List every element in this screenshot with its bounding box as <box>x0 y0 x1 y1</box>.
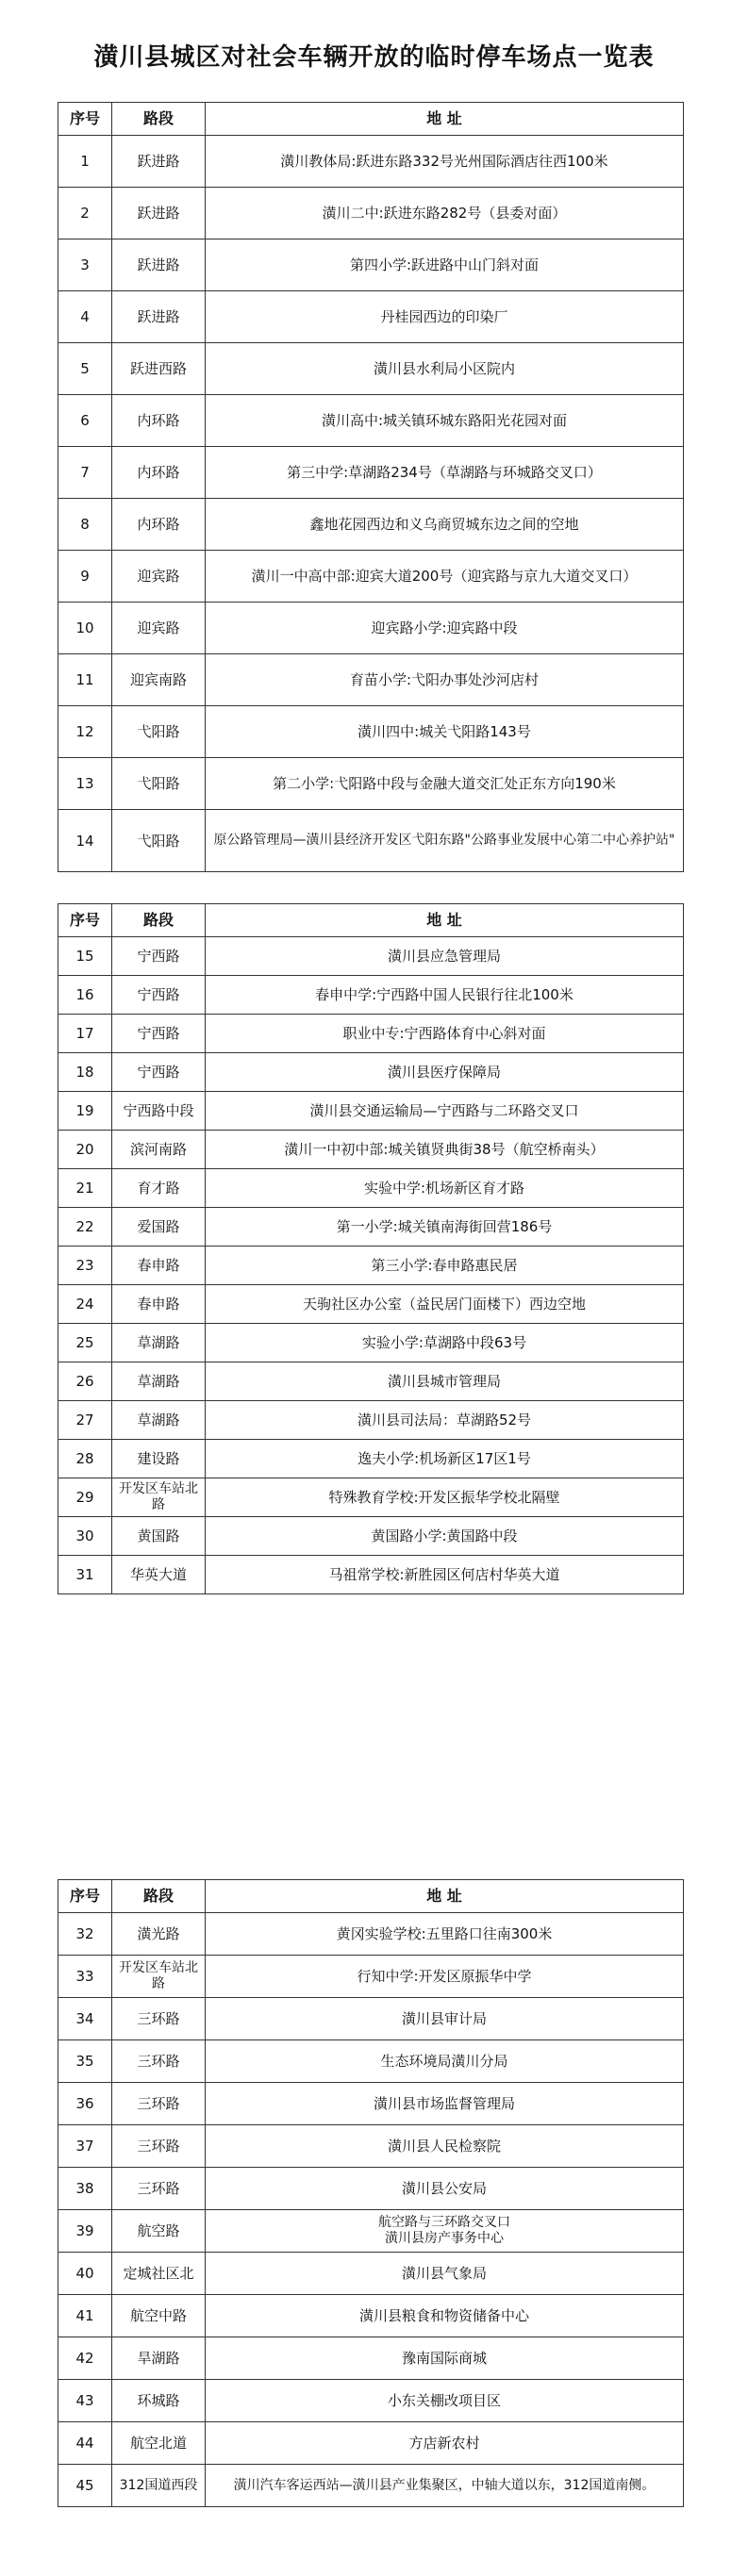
row-road: 建设路 <box>112 1440 206 1478</box>
row-addr: 潢川县粮食和物资储备中心 <box>206 2295 684 2337</box>
table-row <box>58 603 684 654</box>
table-row <box>58 1285 684 1324</box>
table-row <box>58 1998 684 2040</box>
row-num: 7 <box>58 447 112 499</box>
row-road: 三环路 <box>112 2168 206 2210</box>
row-addr: 潢川县市场监督管理局 <box>206 2083 684 2125</box>
row-num: 18 <box>58 1053 112 1092</box>
row-num: 19 <box>58 1092 112 1131</box>
row-road: 三环路 <box>112 2040 206 2083</box>
row-addr: 潢川县城市管理局 <box>206 1362 684 1401</box>
table-row <box>58 1913 684 1956</box>
row-num: 28 <box>58 1440 112 1478</box>
table-row <box>58 758 684 810</box>
table-row <box>58 1362 684 1401</box>
row-addr: 原公路管理局—潢川县经济开发区弋阳东路"公路事业发展中心第二中心养护站" <box>206 810 684 872</box>
row-num: 14 <box>58 810 112 872</box>
row-road: 华英大道 <box>112 1556 206 1594</box>
row-num: 36 <box>58 2083 112 2125</box>
row-road: 跃进西路 <box>112 343 206 395</box>
row-num: 29 <box>58 1478 112 1517</box>
row-addr: 潢川汽车客运西站—潢川县产业集聚区，中轴大道以东，312国道南侧。 <box>206 2465 684 2507</box>
table-row <box>58 499 684 551</box>
table-row <box>58 188 684 239</box>
row-num: 35 <box>58 2040 112 2083</box>
row-road: 弋阳路 <box>112 706 206 758</box>
table-row <box>58 239 684 291</box>
row-num: 34 <box>58 1998 112 2040</box>
table-row <box>58 1169 684 1208</box>
table-row <box>58 1401 684 1440</box>
row-road: 潢光路 <box>112 1913 206 1956</box>
table-row <box>58 2040 684 2083</box>
row-addr: 行知中学:开发区原振华中学 <box>206 1956 684 1998</box>
row-num: 11 <box>58 654 112 706</box>
row-addr: 丹桂园西边的印染厂 <box>206 291 684 343</box>
row-road: 跃进路 <box>112 239 206 291</box>
table-row <box>58 1478 684 1517</box>
row-road: 春申路 <box>112 1247 206 1285</box>
row-addr: 第二小学:弋阳路中段与金融大道交汇处正东方向190米 <box>206 758 684 810</box>
header-addr: 地 址 <box>206 1880 684 1913</box>
row-num: 44 <box>58 2422 112 2465</box>
row-road: 三环路 <box>112 2083 206 2125</box>
header-addr: 地 址 <box>206 904 684 937</box>
row-num: 39 <box>58 2210 112 2253</box>
row-num: 13 <box>58 758 112 810</box>
row-road: 爱国路 <box>112 1208 206 1247</box>
table-row <box>58 2168 684 2210</box>
row-num: 9 <box>58 551 112 603</box>
row-num: 42 <box>58 2337 112 2380</box>
row-addr: 生态环境局潢川分局 <box>206 2040 684 2083</box>
table-row <box>58 2337 684 2380</box>
row-addr: 潢川教体局:跃进东路332号光州国际酒店往西100米 <box>206 136 684 188</box>
row-road: 宁西路 <box>112 1053 206 1092</box>
row-addr: 潢川一中高中部:迎宾大道200号（迎宾路与京九大道交叉口） <box>206 551 684 603</box>
row-addr: 潢川四中:城关弋阳路143号 <box>206 706 684 758</box>
row-addr: 潢川二中:跃进东路282号（县委对面） <box>206 188 684 239</box>
row-num: 25 <box>58 1324 112 1362</box>
row-road: 草湖路 <box>112 1401 206 1440</box>
row-road: 航空北道 <box>112 2422 206 2465</box>
row-addr: 潢川县水利局小区院内 <box>206 343 684 395</box>
row-addr: 特殊教育学校:开发区振华学校北隔壁 <box>206 1478 684 1517</box>
table-header-row <box>58 904 684 937</box>
row-addr: 豫南国际商城 <box>206 2337 684 2380</box>
row-num: 22 <box>58 1208 112 1247</box>
table-row <box>58 1324 684 1362</box>
row-num: 1 <box>58 136 112 188</box>
table-row <box>58 395 684 447</box>
row-num: 37 <box>58 2125 112 2168</box>
row-road: 航空中路 <box>112 2295 206 2337</box>
header-num: 序号 <box>58 1880 112 1913</box>
row-num: 15 <box>58 937 112 976</box>
row-num: 3 <box>58 239 112 291</box>
row-num: 12 <box>58 706 112 758</box>
row-addr: 潢川县人民检察院 <box>206 2125 684 2168</box>
page-title: 潢川县城区对社会车辆开放的临时停车场点一览表 <box>93 43 655 72</box>
row-addr <box>206 2210 684 2253</box>
table-row <box>58 2295 684 2337</box>
row-addr: 马祖常学校:新胜园区何店村华英大道 <box>206 1556 684 1594</box>
row-addr: 第一小学:城关镇南海街回营186号 <box>206 1208 684 1247</box>
row-num: 17 <box>58 1015 112 1053</box>
row-addr: 潢川县气象局 <box>206 2253 684 2295</box>
table-row <box>58 1015 684 1053</box>
row-addr: 实验小学:草湖路中段63号 <box>206 1324 684 1362</box>
row-road: 三环路 <box>112 2125 206 2168</box>
table-row <box>58 1053 684 1092</box>
table-row <box>58 447 684 499</box>
row-road: 定城社区北 <box>112 2253 206 2295</box>
row-road: 草湖路 <box>112 1324 206 1362</box>
row-num: 20 <box>58 1131 112 1169</box>
row-num: 4 <box>58 291 112 343</box>
row-addr: 天驹社区办公室（益民居门面楼下）西边空地 <box>206 1285 684 1324</box>
row-num: 6 <box>58 395 112 447</box>
row-road: 宁西路 <box>112 1015 206 1053</box>
row-addr: 潢川高中:城关镇环城东路阳光花园对面 <box>206 395 684 447</box>
row-road: 宁西路 <box>112 976 206 1015</box>
row-addr: 潢川县审计局 <box>206 1998 684 2040</box>
table-row <box>58 2125 684 2168</box>
header-num: 序号 <box>58 103 112 136</box>
table-row <box>58 2253 684 2295</box>
table-row <box>58 1517 684 1556</box>
header-road: 路段 <box>112 904 206 937</box>
row-addr: 黄冈实验学校:五里路口往南300米 <box>206 1913 684 1956</box>
row-addr-line-2: 潢川县房产事务中心 <box>385 2231 504 2246</box>
row-num: 8 <box>58 499 112 551</box>
row-num: 16 <box>58 976 112 1015</box>
row-addr: 方店新农村 <box>206 2422 684 2465</box>
row-num: 5 <box>58 343 112 395</box>
row-num: 2 <box>58 188 112 239</box>
table-row <box>58 810 684 872</box>
row-addr: 潢川县医疗保障局 <box>206 1053 684 1092</box>
row-num: 23 <box>58 1247 112 1285</box>
row-num: 30 <box>58 1517 112 1556</box>
table-row <box>58 1556 684 1594</box>
header-addr: 地 址 <box>206 103 684 136</box>
row-addr: 第三小学:春申路惠民居 <box>206 1247 684 1285</box>
row-road: 开发区车站北路 <box>112 1478 206 1517</box>
row-road: 迎宾路 <box>112 603 206 654</box>
row-road: 育才路 <box>112 1169 206 1208</box>
row-num: 33 <box>58 1956 112 1998</box>
table-row <box>58 1956 684 1998</box>
row-num: 10 <box>58 603 112 654</box>
row-road: 弋阳路 <box>112 810 206 872</box>
row-addr: 逸夫小学:机场新区17区1号 <box>206 1440 684 1478</box>
row-num: 40 <box>58 2253 112 2295</box>
row-addr: 潢川一中初中部:城关镇贤典街38号（航空桥南头） <box>206 1131 684 1169</box>
row-road: 开发区车站北路 <box>112 1956 206 1998</box>
header-num: 序号 <box>58 904 112 937</box>
row-addr-line-1: 航空路与三环路交叉口 <box>378 2215 510 2230</box>
row-road: 跃进路 <box>112 291 206 343</box>
row-road: 草湖路 <box>112 1362 206 1401</box>
parking-table-3 <box>58 1879 684 2507</box>
row-road: 黄国路 <box>112 1517 206 1556</box>
table-row <box>58 2210 684 2253</box>
table-row <box>58 1247 684 1285</box>
row-addr: 潢川县应急管理局 <box>206 937 684 976</box>
row-num: 45 <box>58 2465 112 2507</box>
row-num: 32 <box>58 1913 112 1956</box>
row-road: 航空路 <box>112 2210 206 2253</box>
row-road: 弋阳路 <box>112 758 206 810</box>
header-road: 路段 <box>112 103 206 136</box>
table-header-row <box>58 1880 684 1913</box>
row-addr: 职业中专:宁西路体育中心斜对面 <box>206 1015 684 1053</box>
row-road: 内环路 <box>112 447 206 499</box>
row-num: 41 <box>58 2295 112 2337</box>
row-addr: 鑫地花园西边和义乌商贸城东边之间的空地 <box>206 499 684 551</box>
row-num: 24 <box>58 1285 112 1324</box>
table-row <box>58 1440 684 1478</box>
row-num: 43 <box>58 2380 112 2422</box>
row-addr: 实验中学:机场新区育才路 <box>206 1169 684 1208</box>
table-row <box>58 291 684 343</box>
row-num: 31 <box>58 1556 112 1594</box>
row-addr: 黄国路小学:黄国路中段 <box>206 1517 684 1556</box>
table-row <box>58 937 684 976</box>
table-row <box>58 2380 684 2422</box>
table-row <box>58 2465 684 2507</box>
row-addr: 第四小学:跃进路中山门斜对面 <box>206 239 684 291</box>
table-row <box>58 654 684 706</box>
table-row <box>58 1092 684 1131</box>
row-addr: 潢川县交通运输局—宁西路与二环路交叉口 <box>206 1092 684 1131</box>
row-road: 内环路 <box>112 395 206 447</box>
row-num: 21 <box>58 1169 112 1208</box>
row-road: 宁西路中段 <box>112 1092 206 1131</box>
table-row <box>58 976 684 1015</box>
table-row <box>58 2083 684 2125</box>
row-addr: 潢川县司法局：草湖路52号 <box>206 1401 684 1440</box>
table-header-row <box>58 103 684 136</box>
row-road: 迎宾南路 <box>112 654 206 706</box>
table-row <box>58 1208 684 1247</box>
table-row <box>58 2422 684 2465</box>
parking-table-2 <box>58 903 684 1594</box>
table-row <box>58 1131 684 1169</box>
parking-table-1 <box>58 102 684 872</box>
header-road: 路段 <box>112 1880 206 1913</box>
row-num: 26 <box>58 1362 112 1401</box>
row-road: 迎宾路 <box>112 551 206 603</box>
table-row <box>58 136 684 188</box>
table-row <box>58 343 684 395</box>
row-road: 春申路 <box>112 1285 206 1324</box>
row-road: 三环路 <box>112 1998 206 2040</box>
row-num: 27 <box>58 1401 112 1440</box>
row-addr: 第三中学:草湖路234号（草湖路与环城路交叉口） <box>206 447 684 499</box>
row-addr: 春申中学:宁西路中国人民银行往北100米 <box>206 976 684 1015</box>
row-road: 跃进路 <box>112 188 206 239</box>
row-addr: 潢川县公安局 <box>206 2168 684 2210</box>
row-road: 跃进路 <box>112 136 206 188</box>
row-road: 宁西路 <box>112 937 206 976</box>
row-road: 内环路 <box>112 499 206 551</box>
row-addr: 小东关棚改项目区 <box>206 2380 684 2422</box>
table-row <box>58 706 684 758</box>
row-num: 38 <box>58 2168 112 2210</box>
row-addr: 育苗小学:弋阳办事处沙河店村 <box>206 654 684 706</box>
table-row <box>58 551 684 603</box>
row-road: 环城路 <box>112 2380 206 2422</box>
row-road: 312国道西段 <box>112 2465 206 2507</box>
row-road: 滨河南路 <box>112 1131 206 1169</box>
row-addr: 迎宾路小学:迎宾路中段 <box>206 603 684 654</box>
row-road: 旱湖路 <box>112 2337 206 2380</box>
